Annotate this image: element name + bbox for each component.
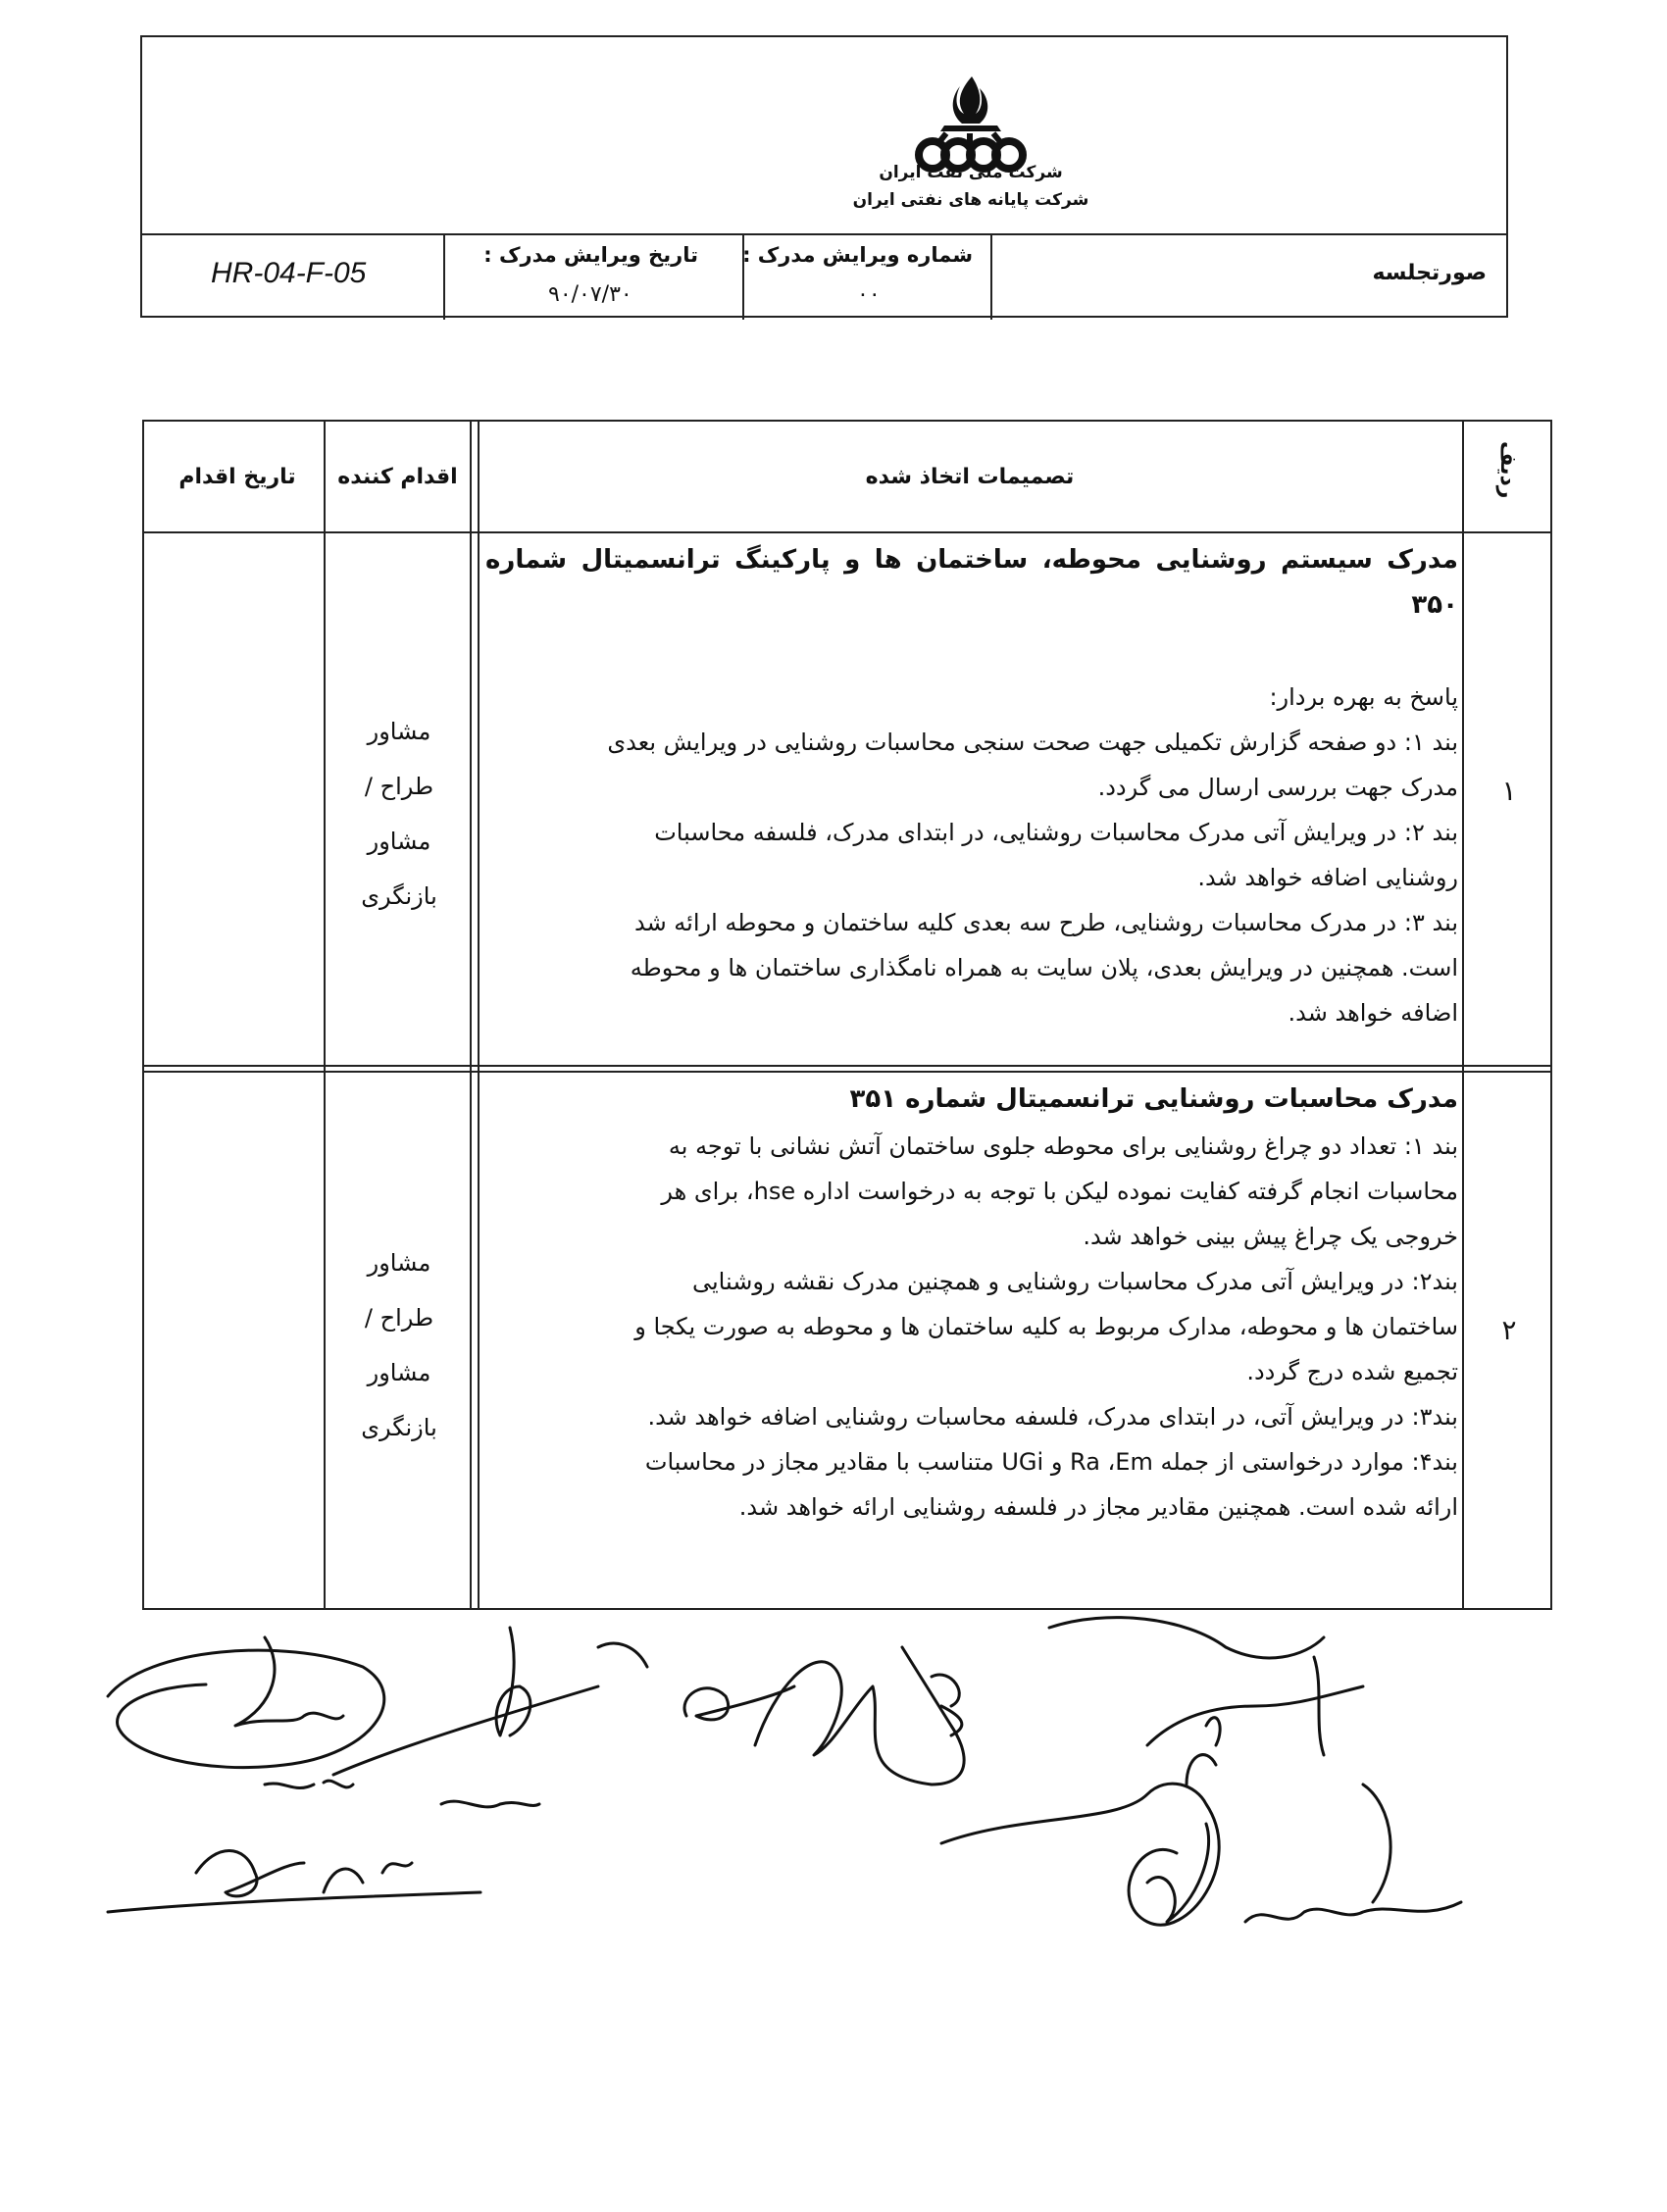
- doc-code-cell: [142, 235, 443, 320]
- decisions-table: [142, 420, 1552, 1610]
- row-actor: مشاور طراح / مشاور بازنگری: [361, 1249, 437, 1441]
- org-subname: شرکت پایانه های نفتی ایران: [852, 190, 1089, 210]
- col-header-actor: اقدام کننده: [337, 465, 458, 489]
- revision-number-value: ۰۰: [857, 282, 881, 307]
- doc-type: صورتجلسه: [1372, 261, 1487, 285]
- revision-date-value: ۹۰/۰۷/۳۰: [548, 282, 632, 307]
- signature-3: [684, 1647, 964, 1785]
- revision-date-cell: [443, 235, 742, 320]
- signature-6: [108, 1851, 480, 1913]
- row-title: مدرک سیستم روشنایی محوطه، ساختمان ها و پارکینگ ترانسمیتال شماره ۳۵۰: [485, 545, 1458, 620]
- row-actor: مشاور طراح / مشاور بازنگری: [361, 718, 437, 910]
- row-decision-text: مدرک سیستم روشنایی محوطه، ساختمان ها و پارکینگ ترانسمیتال شماره ۳۵۰ پاسخ به بهره بردار: بند ۱: دو صفحه گزارش تکمیلی جهت صحت سنجی محاسبات روشنایی در ویرایش بعدی مدرک جهت بررسی ارسال می گردد. بند ۲: در ویرایش آتی مدرک محاسبات روشنایی، در ابتدای مدرک، فلسفه محاسبات روشنایی اضافه خواهد شد. بند ۳: در مدرک محاسبات روشنایی، طرح سه بعدی کلیه ساختمان و محوطه ارائه شد است. همچنین در ویرایش بعدی، پلان سایت به همراه نامگذاری ساختمان ها و محوطه اضافه خواهد شد.: [485, 537, 1458, 1035]
- row-number: ۱: [1501, 775, 1517, 807]
- org-name: شرکت ملی نفت ایران: [879, 163, 1063, 182]
- col-header-date: تاریخ اقدام: [178, 465, 296, 489]
- row-decision-text: مدرک محاسبات روشنایی ترانسمیتال شماره ۳۵۱ بند ۱: تعداد دو چراغ روشنایی برای محوطه جلوی ساختمان آتش نشانی با توجه به محاسبات انجام گرفته کفایت نموده لیکن با توجه به درخواست اداره hse، برای هر خروجی یک چراغ پیش بینی خواهد شد. بند۲: در ویرایش آتی مدرک محاسبات روشنایی و همچنین مدرک نقشه روشنایی ساختمان ها و محوطه، مدارک مربوط به کلیه ساختمان ها و محوطه به صورت یکجا و تجمیع شده درج گردد. بند۳: در ویرایش آتی، در ابتدای مدرک، فلسفه محاسبات روشنایی اضافه خواهد شد. بند۴: موارد درخواستی از جمله Ra ،Em و UGi متناسب با مقادیر مجاز در محاسبات ارائه شده است. همچنین مقادیر مجاز در فلسفه روشنایی ارائه خواهد شد.: [485, 1077, 1458, 1530]
- revision-number-label: شماره ویرایش مدرک :: [742, 243, 973, 267]
- row-number: ۲: [1501, 1314, 1517, 1346]
- revision-date-label: تاریخ ویرایش مدرک :: [483, 243, 698, 267]
- document-header: [140, 35, 1508, 318]
- signatures-area: [88, 1608, 1579, 1981]
- col-header-row: ردیف: [1495, 441, 1520, 499]
- revision-number-cell: [742, 235, 990, 320]
- doc-type-cell: [990, 235, 1506, 320]
- header-info-row: [142, 233, 1506, 320]
- row-title: مدرک محاسبات روشنایی ترانسمیتال شماره ۳۵۱: [849, 1084, 1458, 1114]
- signature-1: [108, 1637, 384, 1788]
- signature-4: [1049, 1618, 1363, 1785]
- signature-5: [941, 1784, 1461, 1925]
- doc-code: HR-04-F-05: [211, 257, 367, 289]
- col-header-decisions: تصمیمات اتخاذ شده: [865, 465, 1075, 489]
